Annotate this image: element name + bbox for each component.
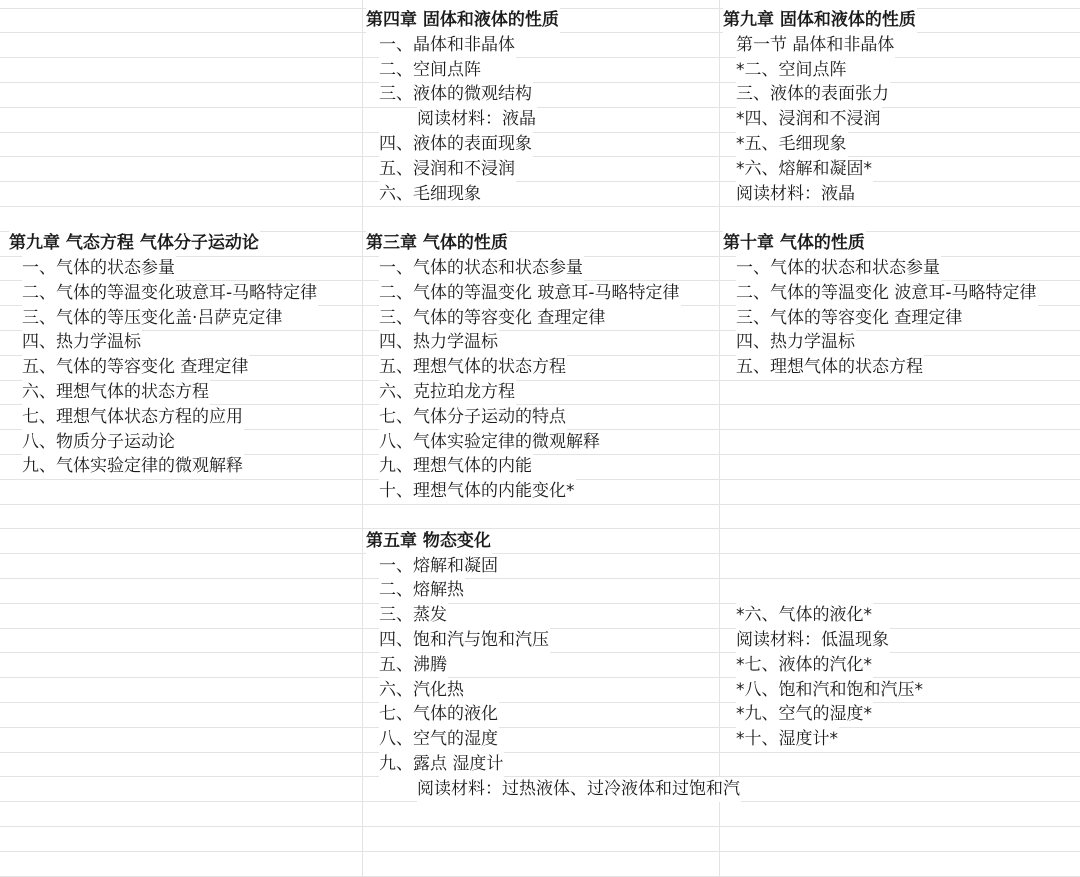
grid-row-line [0,553,1080,554]
outline-item-cell[interactable]: 阅读材料：液晶 [736,182,856,207]
outline-item-cell[interactable]: 八、空气的湿度 [379,727,499,752]
grid-row-line [0,181,1080,182]
outline-item-cell[interactable]: 五、气体的等容变化 查理定律 [22,355,249,380]
outline-item-cell[interactable]: 六、毛细现象 [379,182,482,207]
chapter-heading-cell[interactable]: 第四章 固体和液体的性质 [366,8,560,33]
outline-item-cell[interactable]: 阅读材料：液晶 [417,107,537,132]
outline-item-cell[interactable]: 三、液体的表面张力 [736,82,890,107]
grid-row-line [0,504,1080,505]
outline-item-cell[interactable]: 八、气体实验定律的微观解释 [379,430,601,455]
outline-item-cell[interactable]: 四、液体的表面现象 [379,132,533,157]
outline-item-cell[interactable]: *十、湿度计* [736,727,839,752]
outline-item-cell[interactable]: 九、气体实验定律的微观解释 [22,454,244,479]
outline-item-cell[interactable]: 阅读材料：过热液体、过冷液体和过饱和汽 [417,777,741,802]
outline-item-cell[interactable]: 一、气体的状态参量 [22,256,176,281]
outline-item-cell[interactable]: 一、气体的状态和状态参量 [379,256,584,281]
outline-item-cell[interactable]: 五、沸腾 [379,653,448,678]
outline-item-cell[interactable]: 二、气体的等温变化 波意耳-马略特定律 [736,281,1038,306]
outline-item-cell[interactable]: 九、露点 湿度计 [379,752,504,777]
chapter-heading-cell[interactable]: 第九章 固体和液体的性质 [723,8,917,33]
outline-item-cell[interactable]: 一、熔解和凝固 [379,554,499,579]
outline-item-cell[interactable]: 八、物质分子运动论 [22,430,176,455]
grid-row-line [0,132,1080,133]
outline-item-cell[interactable]: 九、理想气体的内能 [379,454,533,479]
outline-item-cell[interactable]: 五、浸润和不浸润 [379,157,516,182]
outline-item-cell[interactable]: 三、气体的等容变化 查理定律 [379,306,606,331]
grid-row-line [0,578,1080,579]
outline-item-cell[interactable]: *二、空间点阵 [736,58,848,83]
outline-item-cell[interactable]: 第一节 晶体和非晶体 [736,33,895,58]
chapter-heading-cell[interactable]: 第十章 气体的性质 [723,231,866,256]
outline-item-cell[interactable]: 二、空间点阵 [379,58,482,83]
outline-item-cell[interactable]: 二、气体的等温变化 玻意耳-马略特定律 [379,281,681,306]
grid-column-line [719,0,720,877]
outline-item-cell[interactable]: 一、气体的状态和状态参量 [736,256,941,281]
outline-item-cell[interactable]: 三、蒸发 [379,603,448,628]
outline-item-cell[interactable]: 二、熔解热 [379,578,465,603]
outline-item-cell[interactable]: 四、热力学温标 [22,330,142,355]
grid-row-line [0,206,1080,207]
outline-item-cell[interactable]: 三、气体的等容变化 查理定律 [736,306,963,331]
outline-item-cell[interactable]: 三、液体的微观结构 [379,82,533,107]
outline-item-cell[interactable]: 五、理想气体的状态方程 [379,355,567,380]
outline-item-cell[interactable]: *四、浸润和不浸润 [736,107,882,132]
outline-item-cell[interactable]: 五、理想气体的状态方程 [736,355,924,380]
outline-item-cell[interactable]: 六、汽化热 [379,678,465,703]
grid-row-line [0,57,1080,58]
grid-column-line [362,0,363,877]
grid-row-line [0,851,1080,852]
grid-row-line [0,156,1080,157]
outline-item-cell[interactable]: 四、热力学温标 [736,330,856,355]
outline-item-cell[interactable]: *九、空气的湿度* [736,702,873,727]
grid-row-line [0,727,1080,728]
outline-item-cell[interactable]: *七、液体的汽化* [736,653,873,678]
outline-item-cell[interactable]: 六、克拉珀龙方程 [379,380,516,405]
outline-item-cell[interactable]: 七、气体分子运动的特点 [379,405,567,430]
outline-item-cell[interactable]: 七、气体的液化 [379,702,499,727]
outline-item-cell[interactable]: 阅读材料：低温现象 [736,628,890,653]
grid-row-line [0,752,1080,753]
outline-item-cell[interactable]: 二、气体的等温变化玻意耳-马略特定律 [22,281,318,306]
outline-item-cell[interactable]: *六、气体的液化* [736,603,873,628]
grid-row-line [0,826,1080,827]
outline-item-cell[interactable]: 四、饱和汽与饱和汽压 [379,628,550,653]
outline-item-cell[interactable]: 七、理想气体状态方程的应用 [22,405,244,430]
chapter-heading-cell[interactable]: 第三章 气体的性质 [366,231,509,256]
outline-item-cell[interactable]: 六、理想气体的状态方程 [22,380,210,405]
outline-item-cell[interactable]: 一、晶体和非晶体 [379,33,516,58]
outline-item-cell[interactable]: 十、理想气体的内能变化* [379,479,576,504]
grid-row-line [0,528,1080,529]
outline-item-cell[interactable]: 三、气体的等压变化盖·吕萨克定律 [22,306,283,331]
grid-row-line [0,107,1080,108]
outline-item-cell[interactable]: *六、熔解和凝固* [736,157,873,182]
outline-item-cell[interactable]: 四、热力学温标 [379,330,499,355]
grid-row-line [0,603,1080,604]
grid-row-line [0,82,1080,83]
outline-item-cell[interactable]: *五、毛细现象 [736,132,848,157]
chapter-heading-cell[interactable]: 第五章 物态变化 [366,529,492,554]
outline-item-cell[interactable]: *八、饱和汽和饱和汽压* [736,678,924,703]
chapter-heading-cell[interactable]: 第九章 气态方程 气体分子运动论 [9,231,260,256]
